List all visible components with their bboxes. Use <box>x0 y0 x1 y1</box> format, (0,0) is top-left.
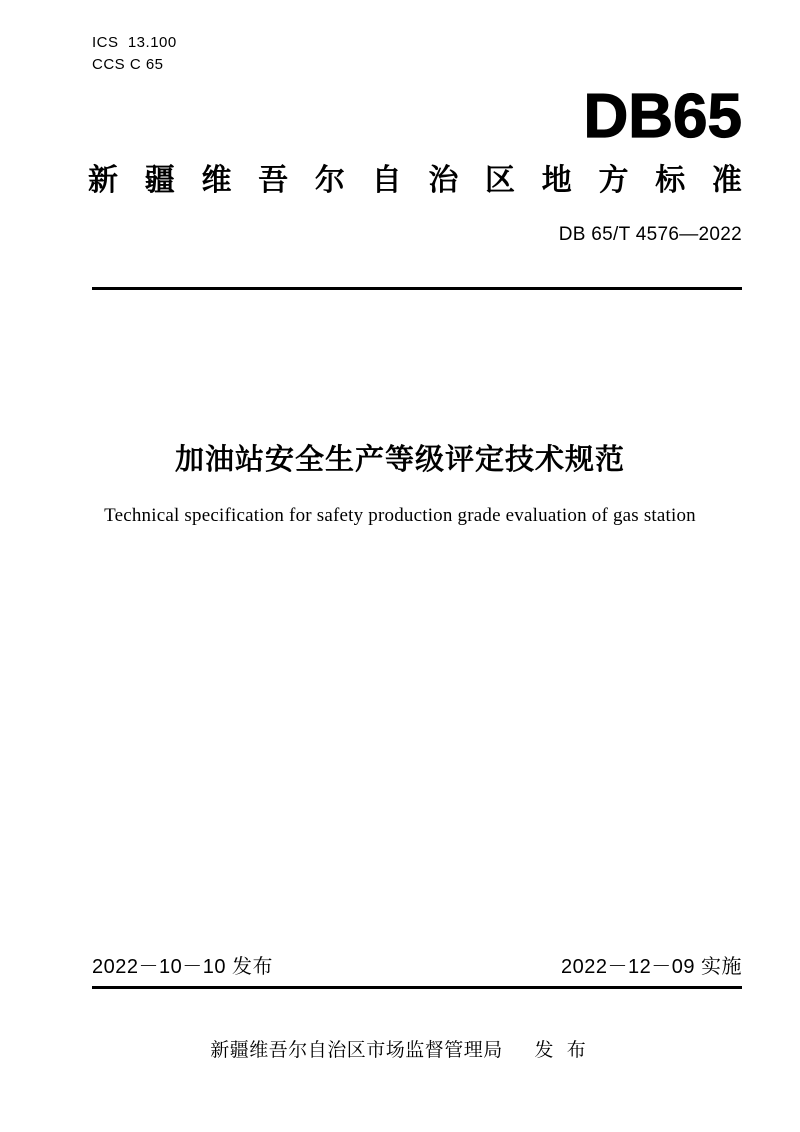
issue-date: 2022－10－10 发布 <box>92 956 274 978</box>
province-char-7: 区 <box>485 164 516 197</box>
publisher-verb: 发 布 <box>534 1040 590 1061</box>
header-divider <box>92 287 742 290</box>
province-char-5: 自 <box>371 164 402 197</box>
standard-number: DB 65/T 4576—2022 <box>558 224 742 245</box>
province-char-2: 维 <box>201 164 232 197</box>
ics-code: ICS 13.100 <box>92 34 177 51</box>
province-char-6: 治 <box>428 164 459 197</box>
province-char-10: 标 <box>655 164 686 197</box>
province-char-1: 疆 <box>144 164 175 197</box>
publisher-line <box>0 1035 800 1062</box>
effective-date: 2022－12－09 实施 <box>560 956 742 978</box>
province-char-4: 尔 <box>314 164 345 197</box>
page-title-english: Technical specification for safety production grade evaluation of gas station <box>104 505 696 526</box>
page-title: 加油站安全生产等级评定技术规范 <box>174 444 625 476</box>
province-char-9: 方 <box>598 164 629 197</box>
province-standard-heading <box>88 160 742 202</box>
ccs-code: CCS C 65 <box>92 56 164 73</box>
db-mark: DB65 <box>583 82 742 151</box>
footer-divider <box>92 986 742 989</box>
province-char-11: 准 <box>711 164 742 197</box>
province-char-3: 吾 <box>258 164 289 197</box>
province-char-8: 地 <box>541 164 572 197</box>
classification-block <box>92 32 177 76</box>
publisher-name: 新疆维吾尔自治区市场监督管理局 <box>210 1040 503 1061</box>
province-char-0: 新 <box>88 164 118 197</box>
